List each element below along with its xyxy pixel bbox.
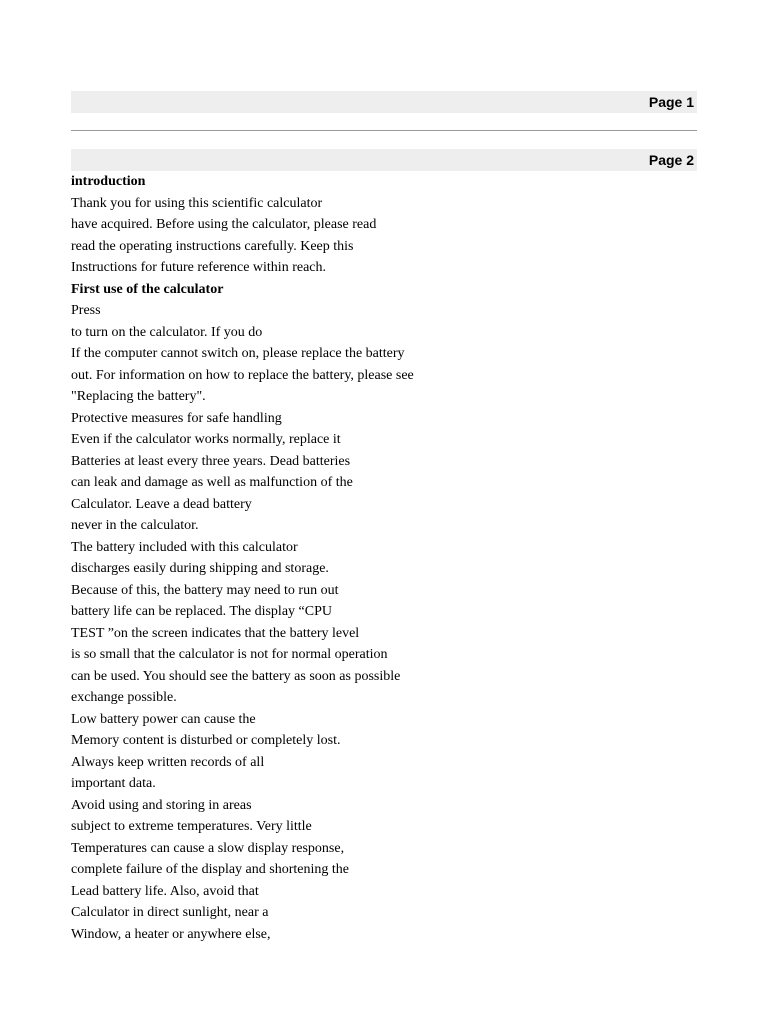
text-line: Window, a heater or anywhere else, — [71, 926, 271, 942]
page-2-content — [71, 171, 697, 945]
text-line: Protective measures for safe handling — [71, 410, 282, 426]
text-line: Memory content is disturbed or completely lost. — [71, 733, 341, 748]
text-line: subject to extreme temperatures. Very little — [71, 819, 312, 834]
text-line: Avoid using and storing in areas — [71, 797, 252, 813]
text-line: discharges easily during shipping and storage. — [71, 561, 329, 576]
text-line: If the computer cannot switch on, please replace the battery — [71, 346, 405, 361]
text-line: important data. — [71, 776, 156, 791]
page-separator — [71, 130, 697, 131]
text-line: Calculator in direct sunlight, near a — [71, 905, 269, 920]
document — [71, 91, 697, 945]
text-line: read the operating instructions carefully. Keep this — [71, 238, 354, 254]
text-line: Calculator. Leave a dead battery — [71, 496, 252, 512]
text-line: TEST ”on the screen indicates that the battery level — [71, 625, 360, 641]
text-line: never in the calculator. — [71, 518, 199, 533]
text-line: have acquired. Before using the calculator, please read — [71, 217, 377, 232]
page-2-label: Page 2 — [648, 152, 694, 168]
text-line: The battery included with this calculator — [71, 539, 298, 555]
text-line: Even if the calculator works normally, replace it — [71, 432, 341, 447]
page-1-label: Page 1 — [648, 94, 694, 110]
text-line: Temperatures can cause a slow display response, — [71, 840, 345, 856]
section-heading: introduction — [71, 174, 146, 189]
text-line: "Replacing the battery". — [71, 389, 206, 404]
text-line: battery life can be replaced. The display “CPU — [71, 604, 332, 619]
text-line: exchange possible. — [71, 690, 177, 705]
page-1-header — [71, 91, 697, 113]
text-line: Thank you for using this scientific calculator — [71, 195, 323, 211]
text-line: can be used. You should see the battery as soon as possible — [71, 668, 401, 684]
text-line: Always keep written records of all — [71, 754, 265, 770]
section-heading: First use of the calculator — [71, 281, 224, 297]
text-line: to turn on the calculator. If you do — [71, 324, 263, 340]
text-line: Because of this, the battery may need to run out — [71, 582, 339, 598]
text-line: Batteries at least every three years. Dead batteries — [71, 453, 351, 469]
text-line: Low battery power can cause the — [71, 711, 256, 727]
text-line: Instructions for future reference within reach. — [71, 260, 326, 275]
text-line: can leak and damage as well as malfunction of the — [71, 475, 353, 490]
text-line: is so small that the calculator is not for normal operation — [71, 647, 388, 662]
page-2-header — [71, 149, 697, 171]
text-line: out. For information on how to replace the battery, please see — [71, 367, 414, 383]
text-line: Press — [71, 303, 101, 318]
text-line: Lead battery life. Also, avoid that — [71, 883, 259, 899]
text-line: complete failure of the display and shortening the — [71, 862, 349, 877]
